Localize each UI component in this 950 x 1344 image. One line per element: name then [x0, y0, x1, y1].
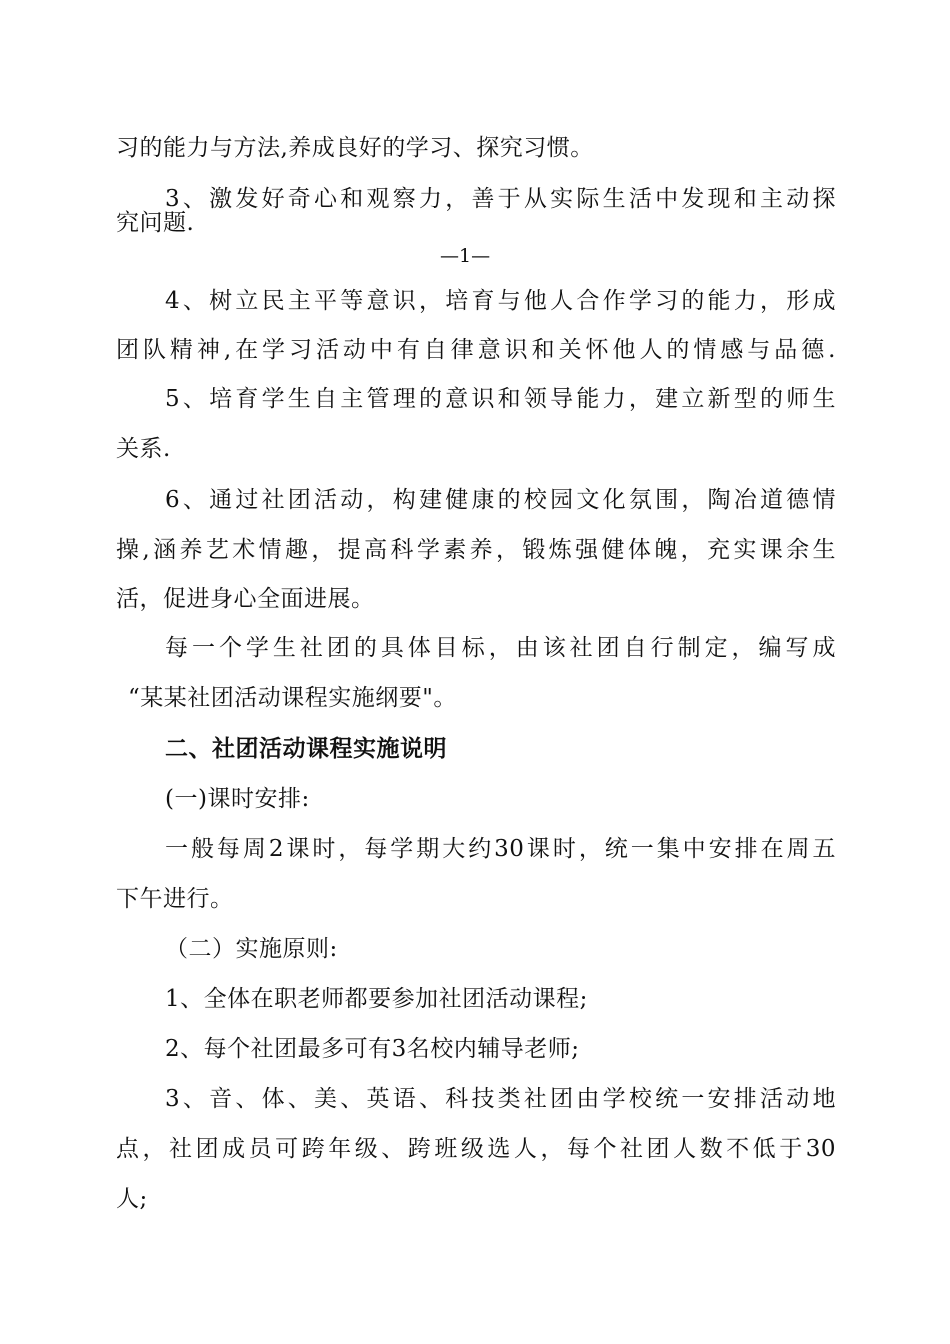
- paragraph-line: 究问题.: [116, 210, 195, 236]
- subsection-heading: （二）实施原则:: [165, 936, 338, 962]
- paragraph-line: 关系.: [116, 436, 171, 462]
- page-number: —1—: [440, 245, 491, 267]
- paragraph-line: 人;: [116, 1186, 148, 1212]
- list-item: 2、每个社团最多可有3名校内辅导老师;: [165, 1036, 580, 1062]
- paragraph-line: 6、通过社团活动，构建健康的校园文化氛围，陶冶道德情: [165, 487, 836, 513]
- paragraph-line: “某某社团活动课程实施纲要"。: [128, 685, 457, 711]
- paragraph-line: 团队精神,在学习活动中有自律意识和关怀他人的情感与品德.: [116, 337, 836, 363]
- list-item: 1、全体在职老师都要参加社团活动课程;: [165, 986, 588, 1012]
- paragraph-line: 活，促进身心全面进展。: [116, 586, 375, 612]
- paragraph-line: 4、树立民主平等意识，培育与他人合作学习的能力，形成: [165, 288, 836, 314]
- paragraph-line: 一般每周2课时，每学期大约30课时，统一集中安排在周五: [165, 836, 836, 862]
- paragraph-line: 5、培育学生自主管理的意识和领导能力，建立新型的师生: [165, 386, 836, 412]
- paragraph-line: 3、激发好奇心和观察力，善于从实际生活中发现和主动探: [165, 186, 836, 212]
- paragraph-line: 下午进行。: [116, 886, 234, 912]
- section-heading: 二、社团活动课程实施说明: [165, 735, 447, 762]
- subsection-heading: (一)课时安排:: [165, 786, 310, 812]
- paragraph-line: 每一个学生社团的具体目标，由该社团自行制定，编写成: [165, 635, 836, 661]
- paragraph-line: 点，社团成员可跨年级、跨班级选人，每个社团人数不低于30: [116, 1136, 836, 1162]
- paragraph-line: 习的能力与方法,养成良好的学习、探究习惯。: [116, 135, 594, 161]
- list-item: 3、音、体、美、英语、科技类社团由学校统一安排活动地: [165, 1086, 836, 1112]
- paragraph-line: 操,涵养艺术情趣，提高科学素养，锻炼强健体魄，充实课余生: [116, 537, 836, 563]
